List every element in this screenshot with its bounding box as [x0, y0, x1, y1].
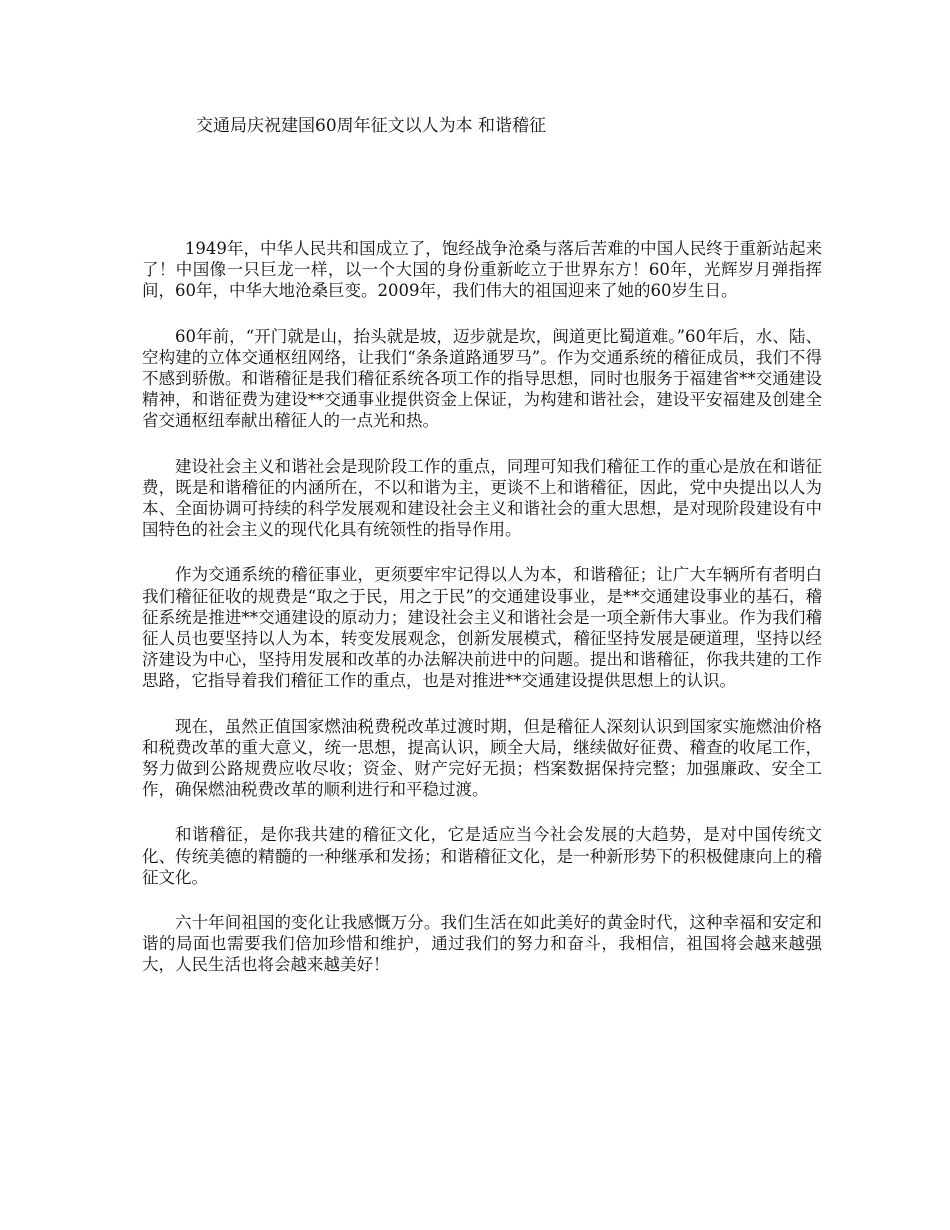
paragraph-2: 60年前，“开门就是山，抬头就是坡，迈步就是坎，闽道更比蜀道难。”60年后，水、陆、空构建的立体交通枢纽网络，让我们“条条道路通罗马”。作为交通系统的稽征成员，我们不得不感到骄傲。和谐稽征是我们稽征系统各项工作的指导思想，同时也服务于福建省**交通建设精神，和谐征费为建设**交通事业提供资金上保证，为构建和谐社会，建设平安福建及创建全省交通枢纽奉献出稽征人的一点光和热。 — [142, 326, 822, 431]
document-body — [142, 238, 822, 1000]
document-title: 交通局庆祝建国60周年征文以人为本 和谐稽征 — [196, 116, 547, 136]
paragraph-1: 1949年，中华人民共和国成立了，饱经战争沧桑与落后苦难的中国人民终于重新站起来了！中国像一只巨龙一样，以一个大国的身份重新屹立于世界东方！60年，光辉岁月弹指挥间，60年，中华大地沧桑巨变。2009年，我们伟大的祖国迎来了她的60岁生日。 — [142, 239, 822, 301]
paragraph-4: 作为交通系统的稽征事业，更须要牢牢记得以人为本，和谐稽征；让广大车辆所有者明白我们稽征征收的规费是“取之于民，用之于民”的交通建设事业，是**交通建设事业的基石，稽征系统是推进**交通建设的原动力；建设社会主义和谐社会是一项全新伟大事业。作为我们稽征人员也要坚持以人为本，转变发展观念，创新发展模式，稽征坚持发展是硬道理，坚持以经济建设为中心，坚持用发展和改革的办法解决前进中的问题。提出和谐稽征，你我共建的工作思路，它指导着我们稽征工作的重点，也是对推进**交通建设提供思想上的认识。 — [142, 565, 822, 691]
paragraph-6: 和谐稽征，是你我共建的稽征文化，它是适应当今社会发展的大趋势，是对中国传统文化、传统美德的精髓的一种继承和发扬；和谐稽征文化，是一种新形势下的积极健康向上的稽征文化。 — [142, 825, 822, 887]
paragraph-5: 现在，虽然正值国家燃油税费税改革过渡时期，但是稽征人深刻认识到国家实施燃油价格和税费改革的重大意义，统一思想，提高认识，顾全大局，继续做好征费、稽查的收尾工作，努力做到公路规费应收尽收；资金、财产完好无损；档案数据保持完整；加强廉政、安全工作，确保燃油税费改革的顺利进行和平稳过渡。 — [142, 716, 822, 800]
paragraph-7: 六十年间祖国的变化让我感慨万分。我们生活在如此美好的黄金时代，这种幸福和安定和谐的局面也需要我们倍加珍惜和维护，通过我们的努力和奋斗，我相信，祖国将会越来越强大，人民生活也将会越来越美好！ — [142, 913, 822, 975]
paragraph-3: 建设社会主义和谐社会是现阶段工作的重点，同理可知我们稽征工作的重心是放在和谐征费，既是和谐稽征的内涵所在，不以和谐为主，更谈不上和谐稽征，因此，党中央提出以人为本、全面协调可持续的科学发展观和建设社会主义和谐社会的重大思想，是对现阶段建设有中国特色的社会主义的现代化具有统领性的指导作用。 — [142, 456, 822, 540]
